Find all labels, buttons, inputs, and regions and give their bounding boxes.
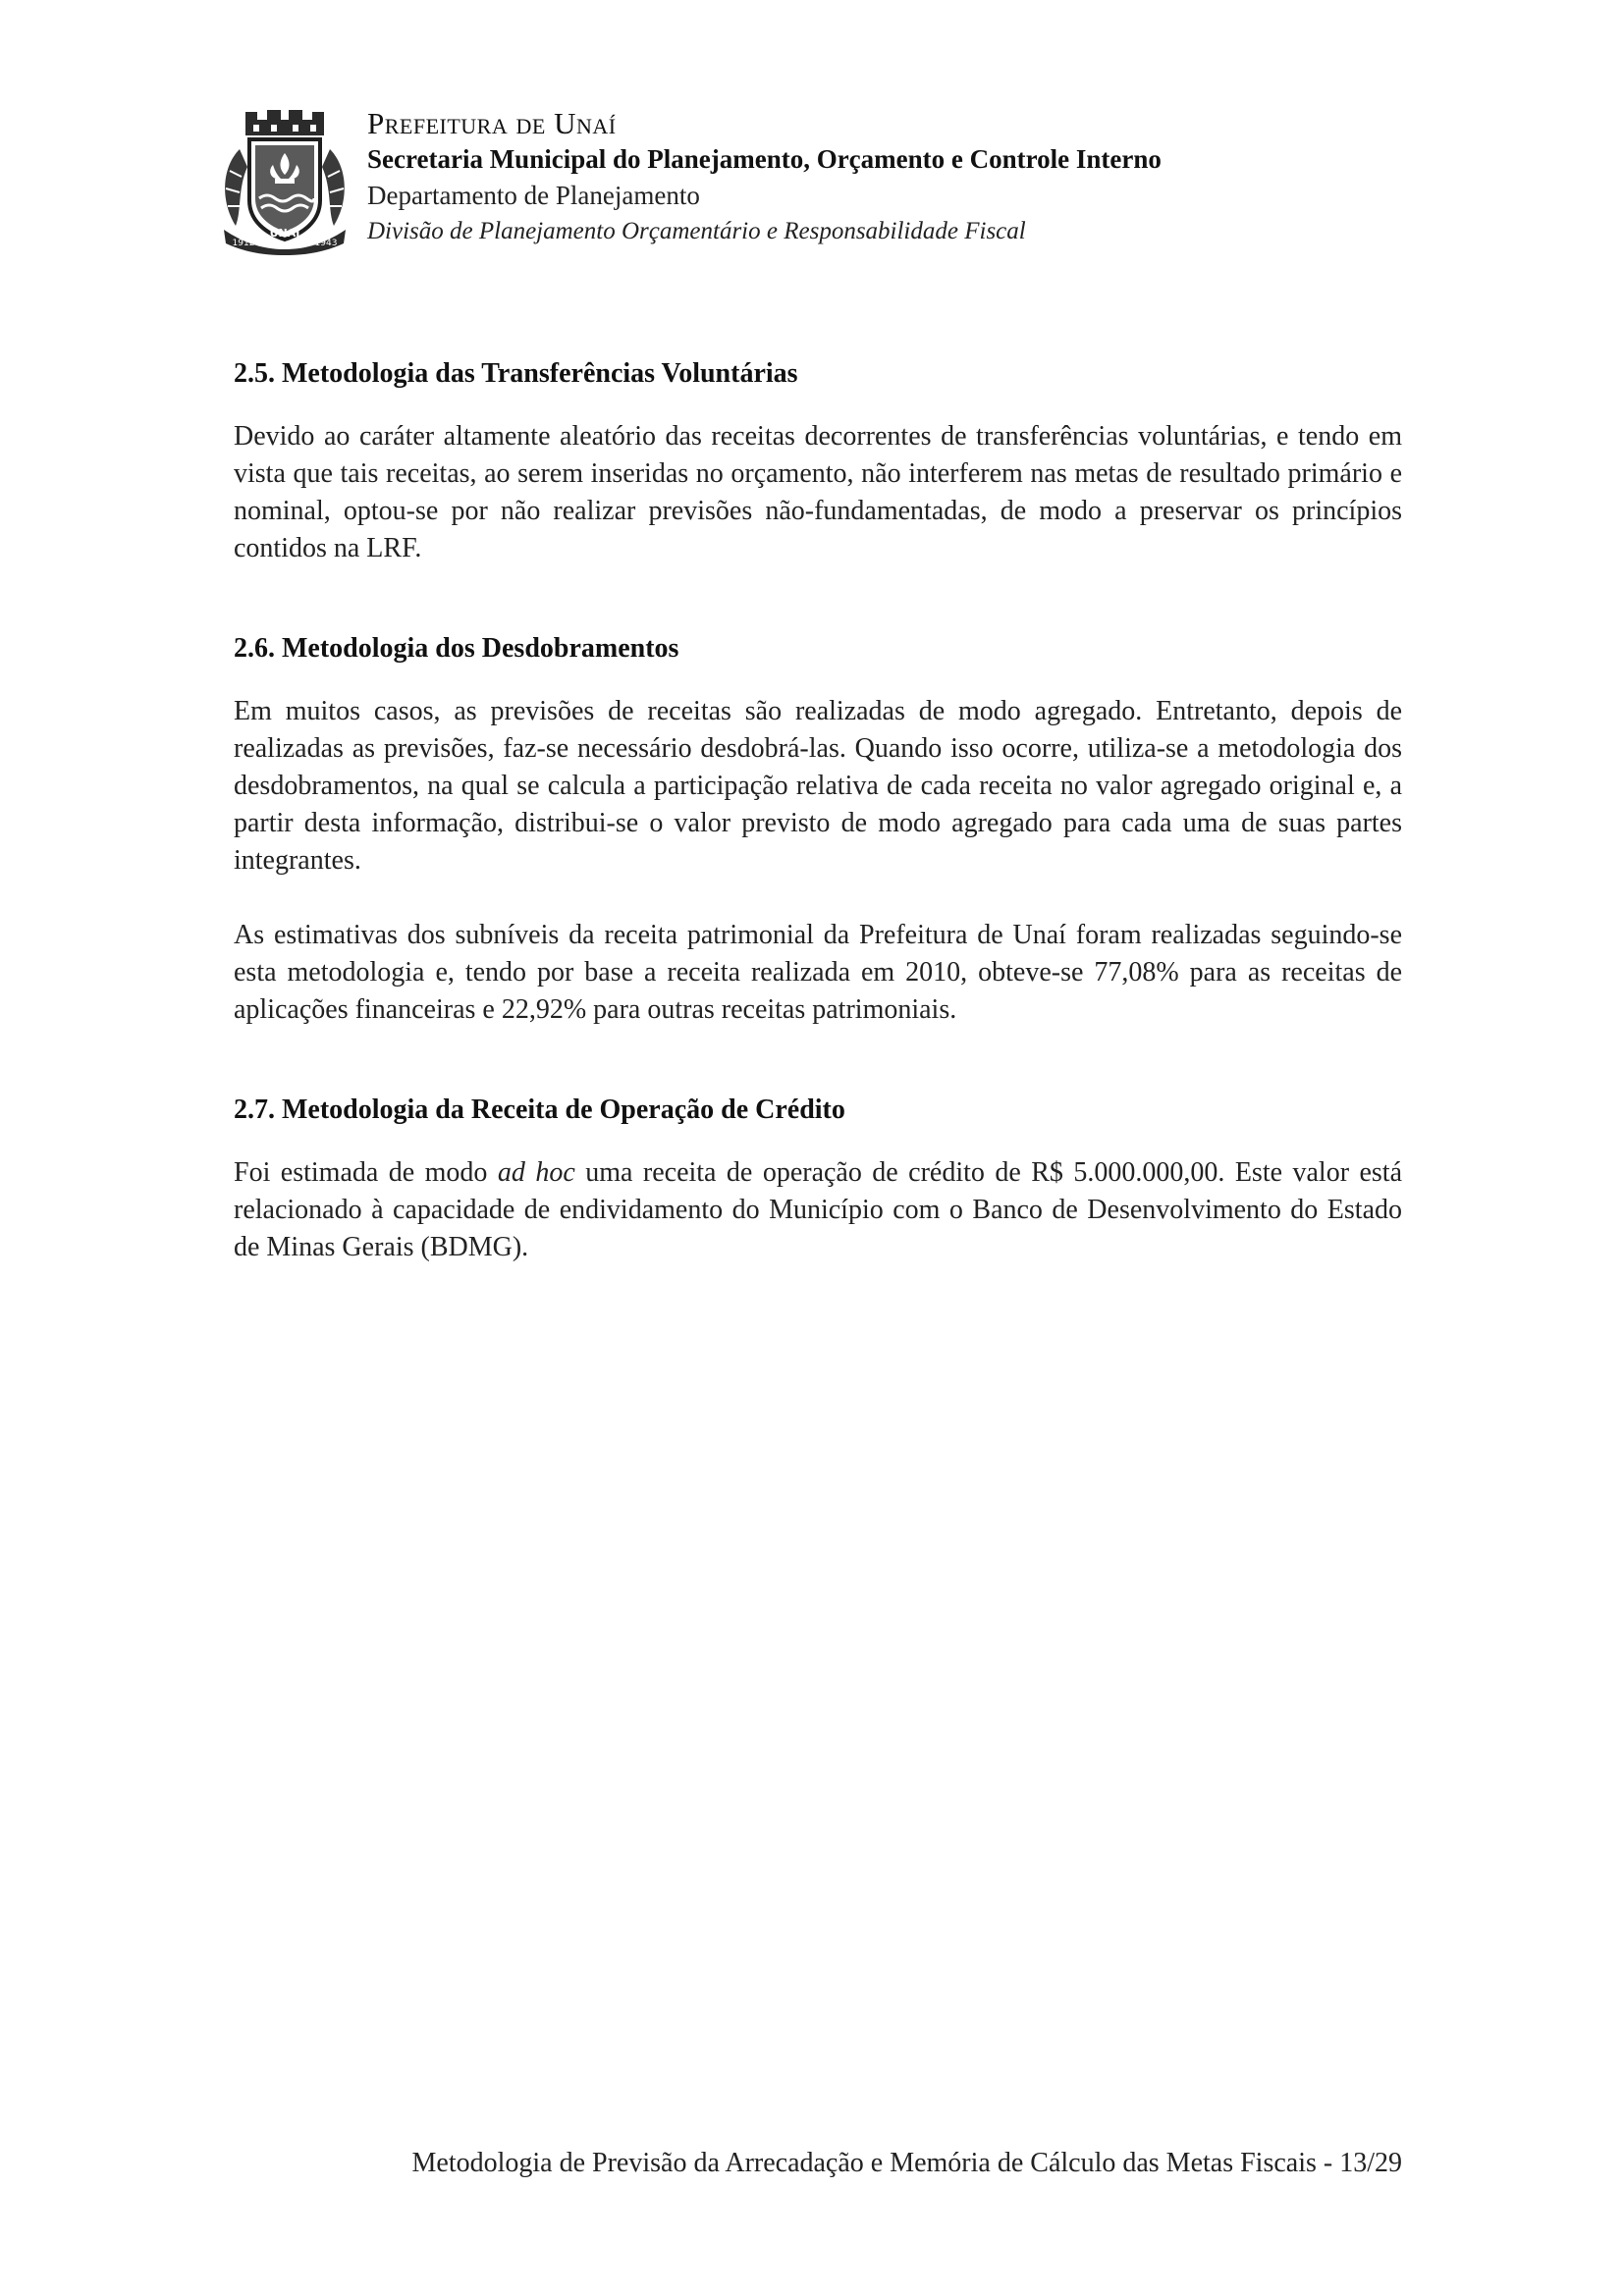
municipal-coat-of-arms-icon xyxy=(218,110,352,255)
paragraph-text-before: Foi estimada de modo xyxy=(234,1157,498,1188)
paragraph-text-after: uma receita de operação de crédito de R$ 5.000.000,00. Este valor está relacionado à capacidade de endividamento do Município com o Banco de Desenvolvimento do Estado de Minas Gerais (BDMG). xyxy=(234,1157,1402,1262)
divisao-name: Divisão de Planejamento Orçamentário e Responsabilidade Fiscal xyxy=(367,218,1026,244)
section-operacao-de-credito xyxy=(234,1092,1402,1266)
document-body xyxy=(234,355,1402,1266)
section-title: 2.6. Metodologia dos Desdobramentos xyxy=(234,633,679,664)
departamento-name: Departamento de Planejamento xyxy=(367,181,700,210)
page-footer: Metodologia de Previsão da Arrecadação e Memória de Cálculo das Metas Fiscais - 13/29 xyxy=(411,2148,1402,2178)
section-transferencias-voluntarias xyxy=(234,355,1402,567)
section-desdobramentos xyxy=(234,630,1402,1029)
paragraph xyxy=(234,1154,1402,1266)
paragraph-emphasis: ad hoc xyxy=(497,1157,575,1188)
paragraph: As estimativas dos subníveis da receita patrimonial da Prefeitura de Unaí foram realizadas seguindo-se esta metodologia e, tendo por base a receita realizada em 2010, obteve-se 77,08% para as receitas de aplicações financeiras e 22,92% para outras receitas patrimoniais. xyxy=(234,920,1402,1025)
crest-ribbon-text: UNAÍ xyxy=(269,227,300,240)
letterhead xyxy=(218,106,1396,263)
section-title: 2.5. Metodologia das Transferências Voluntárias xyxy=(234,358,798,389)
paragraph: Em muitos casos, as previsões de receitas são realizadas de modo agregado. Entretanto, depois de realizadas as previsões, faz-se necessário desdobrá-las. Quando isso ocorre, utiliza-se a metodologia dos desdobramentos, na qual se calcula a participação relativa de cada receita no valor agregado original e, a partir desta informação, distribui-se o valor previsto de modo agregado para cada uma de suas partes integrantes. xyxy=(234,696,1402,876)
section-title: 2.7. Metodologia da Receita de Operação de Crédito xyxy=(234,1095,845,1125)
paragraph: Devido ao caráter altamente aleatório das receitas decorrentes de transferências voluntárias, e tendo em vista que tais receitas, ao serem inseridas no orçamento, não interferem nas metas de resultado primário e nominal, optou-se por não realizar previsões não-fundamentadas, de modo a preservar os princípios contidos na LRF. xyxy=(234,421,1402,563)
crest-year-right: 1943 xyxy=(314,239,338,248)
crest-year-left: 1912 xyxy=(232,239,255,248)
letterhead-text xyxy=(367,106,1398,249)
organization-name: Prefeitura de Unaí xyxy=(367,106,617,140)
secretaria-name: Secretaria Municipal do Planejamento, Orçamento e Controle Interno xyxy=(367,144,1162,174)
